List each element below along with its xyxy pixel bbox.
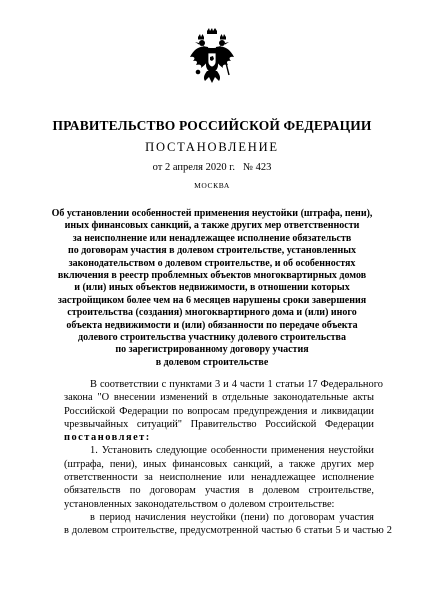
- word: статьи: [275, 379, 305, 390]
- title-line: за неисполнение или ненадлежащее исполнение обязательств: [72, 232, 352, 244]
- word: неустойки: [190, 511, 237, 523]
- word: "О: [97, 392, 110, 404]
- word: начисления: [135, 511, 187, 523]
- word: вопросам: [187, 405, 230, 417]
- word: в: [248, 485, 254, 497]
- word: иных: [143, 458, 167, 470]
- body-line: [64, 484, 374, 497]
- word: в: [90, 511, 95, 523]
- title-line: законодательством о долевом строительстве, и об особенностях: [68, 257, 356, 269]
- word: Установить: [101, 445, 153, 457]
- title-line: строительства (создания) многоквартирного дома и (или) иного: [67, 307, 357, 319]
- word: Правительство: [190, 418, 257, 430]
- word: Российской: [265, 418, 317, 430]
- word: неисполнение: [159, 472, 222, 484]
- word: (пени): [240, 511, 269, 523]
- word: пунктами: [169, 379, 212, 390]
- word: закона: [64, 392, 93, 404]
- title-line: долевого строительства участнику долевого строительства: [78, 332, 346, 344]
- title-line: в долевом строительстве: [155, 356, 269, 368]
- document-date-line: [0, 162, 424, 173]
- word: В: [90, 379, 97, 390]
- coat-of-arms-emblem-icon: [188, 27, 236, 87]
- body-line: [64, 405, 374, 418]
- word: предупреждения: [233, 405, 308, 417]
- word: соответствии: [99, 379, 159, 390]
- document-number: № 423: [242, 162, 272, 173]
- word: ликвидации: [321, 405, 374, 417]
- word: обязательств: [64, 485, 121, 497]
- word: 4: [231, 379, 237, 390]
- word: отдельные: [222, 392, 269, 404]
- word: исполнение: [322, 472, 374, 484]
- word: законодательные: [273, 392, 349, 404]
- word: финансовых: [172, 458, 228, 470]
- word: период: [99, 511, 131, 523]
- word: Федерации: [119, 405, 169, 417]
- title-line: по зарегистрированному договору участия: [115, 344, 309, 356]
- word: по: [273, 511, 285, 523]
- word: установленных: [64, 498, 132, 510]
- title-line: объекта недвижимости и (или) обязанности по передаче объекта: [66, 319, 358, 331]
- body-line: [64, 391, 374, 404]
- word: по: [129, 485, 141, 497]
- word: строительстве,: [111, 525, 177, 537]
- word: ситуаций": [136, 418, 183, 430]
- word: договорам: [288, 511, 335, 523]
- word: строительстве,: [308, 485, 374, 497]
- word: 3: [214, 379, 221, 390]
- document-title: [46, 208, 378, 369]
- title-line: Об установлении особенностей применения неустойки (штрафа, пени),: [51, 208, 373, 219]
- document-date: от 2 апреля 2020 г.: [152, 162, 235, 173]
- body-line: [64, 471, 374, 484]
- word: строительстве:: [268, 498, 335, 510]
- word: Российской: [64, 405, 116, 417]
- word: других: [321, 458, 352, 470]
- word: о: [220, 498, 227, 510]
- title-line: иных финансовых санкций, а также других мер ответственности: [64, 220, 360, 232]
- word: договорам: [149, 485, 196, 497]
- body-line: [64, 418, 374, 431]
- title-line: застройщиком более чем на 6 месяцев нарушены сроки завершения: [57, 294, 367, 306]
- word: изменений: [160, 392, 208, 404]
- word: акты: [352, 392, 374, 404]
- word: (штрафа,: [64, 458, 104, 470]
- document-type: ПОСТАНОВЛЕНИЕ: [145, 140, 279, 154]
- body-line: [64, 498, 374, 511]
- word: участия: [204, 485, 240, 497]
- word: также: [289, 458, 316, 470]
- body-line: [64, 458, 374, 471]
- word: санкций,: [233, 458, 273, 470]
- word: или: [228, 472, 245, 484]
- document-city: МОСКВА: [194, 181, 230, 190]
- word: по: [172, 405, 184, 417]
- word: долевом: [229, 498, 266, 510]
- word: статьи: [304, 525, 333, 537]
- word: чрезвычайных: [64, 418, 129, 430]
- word: применения: [270, 445, 325, 457]
- word: а: [278, 458, 284, 470]
- word: с: [161, 379, 167, 390]
- word: 1.: [90, 445, 98, 457]
- body-line: [64, 378, 383, 391]
- word: долевом: [262, 485, 300, 497]
- body-line: [64, 444, 374, 457]
- word: Федерации: [324, 418, 374, 430]
- word: неустойки: [328, 445, 374, 457]
- word: мер: [357, 458, 374, 470]
- word: 6: [295, 525, 301, 537]
- word: ответственности: [64, 472, 138, 484]
- document-body: [64, 378, 392, 538]
- word: 2: [386, 525, 392, 537]
- word: за: [144, 472, 153, 484]
- title-line: и (или) иных объектов недвижимости, в отношении которых: [74, 282, 350, 294]
- word: в: [212, 392, 218, 404]
- word: ненадлежащее: [251, 472, 316, 484]
- word: и: [223, 379, 229, 390]
- word: и: [343, 525, 350, 537]
- word: 5: [335, 525, 341, 537]
- word: в: [64, 525, 69, 537]
- word: внесении: [113, 392, 156, 404]
- word: 17: [307, 379, 318, 390]
- word: пени),: [109, 458, 138, 470]
- enacting-word: постановляет:: [64, 432, 151, 444]
- body-line: [64, 524, 392, 537]
- title-line: включения в реестр проблемных объектов многоквартирных домов: [57, 270, 367, 282]
- word: следующие: [156, 445, 207, 457]
- title-line: по договорам участия в долевом строительстве, установленных: [67, 245, 357, 257]
- body-line: [64, 511, 374, 524]
- word: 1: [267, 379, 273, 390]
- word: частью: [261, 525, 293, 537]
- word: предусмотренной: [179, 525, 259, 537]
- word: частью: [352, 525, 384, 537]
- body-line-enacting-word: [64, 431, 374, 444]
- word: законодательством: [134, 498, 218, 510]
- word: Федерального: [320, 379, 383, 390]
- word: и: [311, 405, 318, 417]
- word: долевом: [71, 525, 109, 537]
- word: части: [239, 379, 265, 390]
- word: особенности: [210, 445, 268, 457]
- organization-name: ПРАВИТЕЛЬСТВО РОССИЙСКОЙ ФЕДЕРАЦИИ: [52, 118, 372, 133]
- word: участия: [339, 511, 374, 523]
